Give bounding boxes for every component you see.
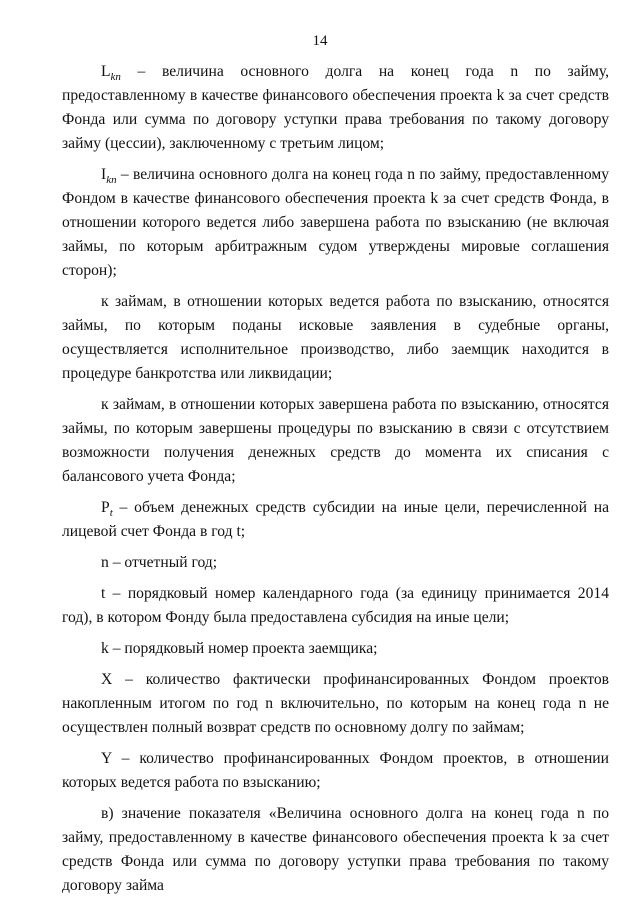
paragraph-P-t-definition [62, 496, 609, 544]
paragraph-text: n – отчетный год; [101, 554, 218, 571]
paragraph-k-definition [62, 637, 609, 661]
paragraph-X-definition [62, 668, 609, 740]
paragraph-Y-definition [62, 747, 609, 795]
paragraph-text: – величина основного долга на конец года n по займу, предоставленному в качестве финансового обеспечения проекта k за счет средств Фонда или сумма по договору уступки права требования по такому договору займу (цессии), заключенному с третьим лицом; [62, 63, 609, 152]
paragraph-t-definition [62, 582, 609, 630]
paragraph-n-definition [62, 551, 609, 575]
symbol-P-t [101, 499, 113, 519]
symbol-subscript: t [109, 507, 113, 519]
symbol-subscript: kn [106, 174, 117, 186]
paragraph-I-kn-definition [62, 163, 609, 283]
page-number: 14 [312, 33, 328, 49]
paragraph-text: к займам, в отношении которых завершена работа по взысканию, относятся займы, по которым завершены процедуры по взысканию в связи с отсутствием возможности получения денежных средств до момента их списания с балансового учета Фонда; [62, 396, 609, 485]
paragraph-L-kn-definition [62, 60, 609, 156]
document-body [62, 60, 609, 905]
symbol-letter: L [101, 63, 111, 80]
symbol-I-kn [101, 166, 117, 186]
paragraph-text: t – порядковый номер календарного года (за единицу принимается 2014 год), в котором Фонду была предоставлена субсидия на иные цели; [62, 585, 609, 626]
paragraph-text: – величина основного долга на конец года n по займу, предоставленному Фондом в качестве финансового обеспечения проекта k за счет средств Фонда, в отношении которого ведется либо завершена работа по взысканию (не включая займы, по которым арбитражным судом утверждены мировые соглашения сторон); [62, 166, 609, 279]
symbol-subscript: kn [110, 71, 121, 83]
paragraph-text: X – количество фактически профинансированных Фондом проектов накопленным итогом по год n включительно, по которым на конец года n не осуществлен полный возврат средств по основному долгу по займам; [62, 671, 609, 736]
paragraph-text: в) значение показателя «Величина основного долга на конец года n по займу, предоставленному в качестве финансового обеспечения проекта k за счет средств Фонда или сумма по договору уступки права требования по такому договору займа [62, 805, 609, 894]
paragraph-text: k – порядковый номер проекта заемщика; [101, 640, 378, 657]
paragraph-text: – объем денежных средств субсидии на иные цели, перечисленной на лицевой счет Фонда в год t; [62, 499, 609, 540]
paragraph-text: к займам, в отношении которых ведется работа по взысканию, относятся займы, по которым поданы исковые заявления в судебные органы, осуществляется исполнительное производство, либо заемщик находится в процедуре банкротства или ликвидации; [62, 293, 609, 382]
paragraph-collection-in-progress [62, 290, 609, 386]
paragraph-collection-completed [62, 393, 609, 489]
symbol-L-kn [101, 63, 121, 83]
paragraph-indicator-v [62, 802, 609, 898]
symbol-letter: I [101, 166, 107, 183]
symbol-letter: P [101, 499, 110, 516]
paragraph-text: Y – количество профинансированных Фондом проектов, в отношении которых ведется работа по взысканию; [62, 750, 609, 791]
